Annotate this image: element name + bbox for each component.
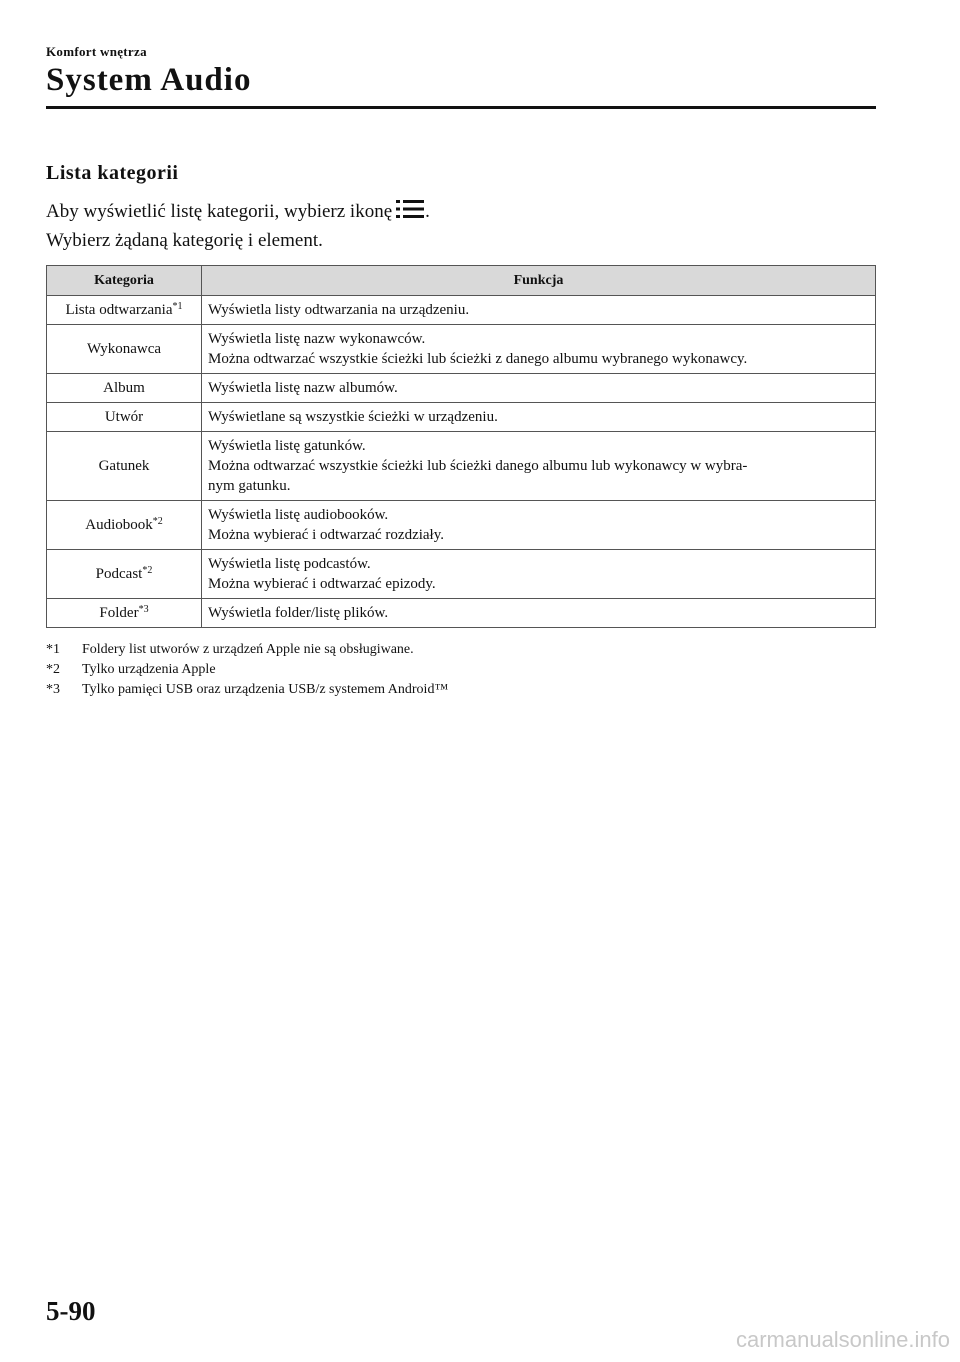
list-icon — [396, 199, 424, 219]
category-cell — [47, 403, 202, 432]
page-number: 5-90 — [46, 1296, 96, 1326]
category-name: Gatunek — [98, 458, 150, 474]
function-text: Można odtwarzać wszystkie ścieżki lub ścieżki z danego albumu wybranego wykonawcy. — [208, 351, 748, 367]
function-text: Wyświetla listę nazw albumów. — [208, 380, 398, 396]
function-text: Można wybierać i odtwarzać rozdziały. — [208, 527, 444, 543]
function-text: Wyświetla listę gatunków. — [208, 438, 366, 454]
footnote — [46, 640, 876, 660]
category-name: Wykonawca — [86, 341, 162, 357]
table-row — [47, 501, 876, 550]
footnote-reference: *3 — [138, 604, 149, 615]
function-text: Wyświetla listę audiobooków. — [208, 507, 389, 523]
footnote — [46, 660, 876, 680]
function-cell — [202, 374, 876, 403]
function-text: nym gatunku. — [208, 478, 291, 494]
table-body — [47, 296, 876, 628]
footnote-mark: *3 — [46, 682, 60, 697]
watermark: carmanualsonline.info — [735, 1327, 950, 1352]
table-row — [47, 296, 876, 325]
table-row — [47, 374, 876, 403]
intro-text-before-icon: Aby wyświetlić listę kategorii, wybierz ikonę — [46, 201, 393, 222]
section-title: Lista kategorii — [46, 162, 179, 184]
function-text: Wyświetla listę podcastów. — [208, 556, 371, 572]
intro-text-after-icon: . — [425, 201, 430, 222]
footnote-mark: *1 — [46, 642, 60, 657]
category-name: Folder — [99, 605, 139, 621]
category-cell — [47, 550, 202, 599]
function-cell — [202, 501, 876, 550]
function-text: Wyświetla listę nazw wykonawców. — [208, 331, 426, 347]
category-cell — [47, 325, 202, 374]
category-name: Audiobook — [85, 517, 153, 533]
table-row — [47, 325, 876, 374]
category-name: Lista odtwarzania — [65, 302, 173, 318]
footnote-text: Tylko urządzenia Apple — [82, 662, 216, 677]
function-cell — [202, 599, 876, 628]
function-text: Wyświetla listy odtwarzania na urządzeniu. — [208, 302, 470, 318]
function-cell — [202, 403, 876, 432]
category-cell — [47, 296, 202, 325]
footnote-text: Foldery list utworów z urządzeń Apple nie są obsługiwane. — [82, 642, 414, 657]
footnote-mark: *2 — [46, 662, 60, 677]
instruction-text: Wybierz żądaną kategorię i element. — [46, 230, 323, 251]
category-table — [46, 265, 876, 628]
page-header — [46, 44, 876, 109]
footnote-reference: *1 — [172, 301, 183, 312]
table-header-row — [47, 266, 876, 296]
main-content — [46, 162, 876, 700]
table-row — [47, 403, 876, 432]
category-cell — [47, 374, 202, 403]
function-cell — [202, 432, 876, 501]
function-cell — [202, 550, 876, 599]
footnote-reference: *2 — [152, 516, 163, 527]
function-text: Wyświetlane są wszystkie ścieżki w urządzeniu. — [208, 409, 498, 425]
column-header-function: Funkcja — [202, 266, 876, 296]
function-cell — [202, 325, 876, 374]
function-text: Wyświetla folder/listę plików. — [208, 605, 389, 621]
category-cell — [47, 501, 202, 550]
header-rule — [46, 106, 876, 109]
footnote — [46, 680, 876, 700]
category-name: Utwór — [104, 409, 144, 425]
category-cell — [47, 432, 202, 501]
footnote-reference: *2 — [142, 565, 153, 576]
function-text: Można odtwarzać wszystkie ścieżki lub ścieżki danego albumu lub wykonawcy w wybra- — [208, 458, 748, 474]
function-cell — [202, 296, 876, 325]
table-row — [47, 432, 876, 501]
chapter-title: System Audio — [46, 62, 252, 98]
intro-text — [46, 197, 876, 255]
table-row — [47, 550, 876, 599]
section-label: Komfort wnętrza — [46, 44, 147, 59]
category-cell — [47, 599, 202, 628]
function-text: Można wybierać i odtwarzać epizody. — [208, 576, 436, 592]
category-name: Album — [103, 380, 145, 396]
footnotes — [46, 640, 876, 700]
category-name: Podcast — [95, 566, 143, 582]
footnote-text: Tylko pamięci USB oraz urządzenia USB/z systemem Android™ — [82, 682, 449, 697]
table-row — [47, 599, 876, 628]
column-header-category: Kategoria — [47, 266, 202, 296]
